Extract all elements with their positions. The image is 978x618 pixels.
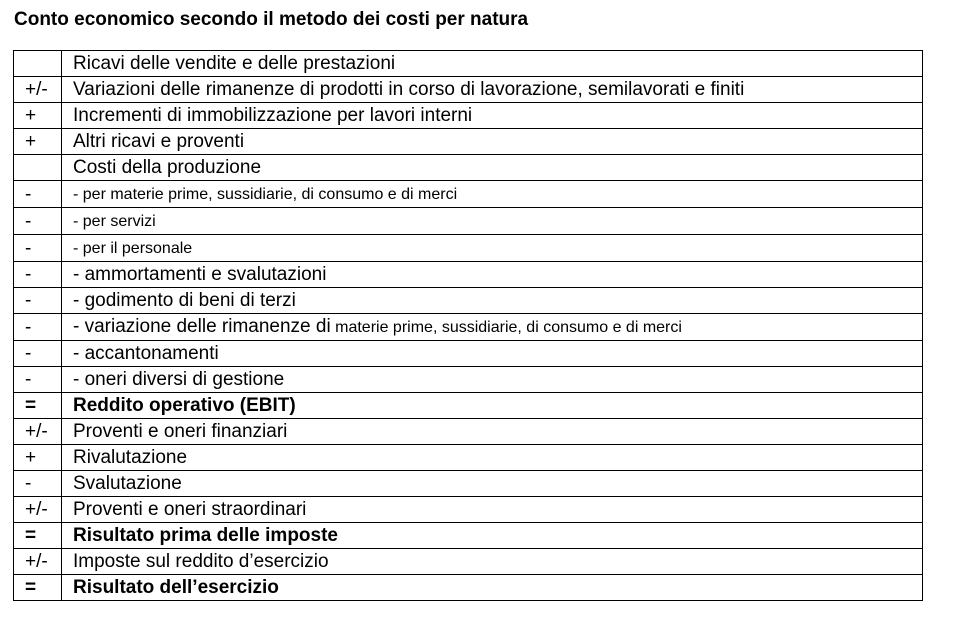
- row-label-text: - variazione delle rimanenze di: [73, 316, 331, 337]
- row-sign: -: [14, 262, 62, 288]
- row-label: [62, 471, 923, 497]
- row-label: [62, 445, 923, 471]
- row-label-text: Rivalutazione: [73, 447, 188, 468]
- row-label-text: Proventi e oneri finanziari: [73, 421, 288, 442]
- row-label-text: Proventi e oneri straordinari: [73, 499, 307, 520]
- row-sign: +/-: [14, 549, 62, 575]
- row-label: [62, 77, 923, 103]
- table-row: [14, 314, 923, 341]
- row-label-text: Costi della produzione: [73, 157, 262, 178]
- row-sign: -: [14, 341, 62, 367]
- row-label-text: Incrementi di immobilizzazione per lavori interni: [73, 105, 473, 126]
- row-sign: +: [14, 445, 62, 471]
- row-label-text: - ammortamenti e svalutazioni: [73, 264, 327, 285]
- row-sign: -: [14, 471, 62, 497]
- table-row: [14, 367, 923, 393]
- income-statement-table: [13, 50, 923, 601]
- row-label: [62, 314, 923, 341]
- table-row: [14, 288, 923, 314]
- row-label: [62, 393, 923, 419]
- row-label-small-text: - per servizi: [73, 213, 156, 230]
- row-label: [62, 129, 923, 155]
- table-row: [14, 235, 923, 262]
- row-label-text: Risultato prima delle imposte: [73, 525, 338, 546]
- table-row: [14, 523, 923, 549]
- row-label: [62, 523, 923, 549]
- row-sign: =: [14, 523, 62, 549]
- row-label-text: Reddito operativo (EBIT): [73, 395, 296, 416]
- row-label: [62, 497, 923, 523]
- row-label: [62, 341, 923, 367]
- row-label-text: Ricavi delle vendite e delle prestazioni: [73, 53, 396, 74]
- row-sign: [14, 155, 62, 181]
- row-label: [62, 419, 923, 445]
- row-label-text: Imposte sul reddito d’esercizio: [73, 551, 329, 572]
- document-title: Conto economico secondo il metodo dei costi per natura: [14, 9, 529, 30]
- table-row: [14, 393, 923, 419]
- row-label-text: - accantonamenti: [73, 343, 219, 364]
- row-sign: +: [14, 103, 62, 129]
- row-label-text: Svalutazione: [73, 473, 182, 494]
- table-row: [14, 103, 923, 129]
- row-sign: -: [14, 367, 62, 393]
- table-row: [14, 549, 923, 575]
- table-row: [14, 419, 923, 445]
- table-row: [14, 471, 923, 497]
- row-sign: +/-: [14, 419, 62, 445]
- row-sign: -: [14, 181, 62, 208]
- table-row: [14, 51, 923, 77]
- row-label-small-text: - per materie prime, sussidiarie, di consumo e di merci: [73, 186, 458, 203]
- table-row: [14, 497, 923, 523]
- row-label-text: Altri ricavi e proventi: [73, 131, 245, 152]
- table-row: [14, 181, 923, 208]
- row-label-small-text: - per il personale: [73, 240, 193, 257]
- row-label: [62, 181, 923, 208]
- table-row: [14, 262, 923, 288]
- row-sign: +/-: [14, 77, 62, 103]
- row-sign: [14, 51, 62, 77]
- row-label: [62, 51, 923, 77]
- row-label: [62, 208, 923, 235]
- row-sign: -: [14, 288, 62, 314]
- table-row: [14, 341, 923, 367]
- row-label: [62, 288, 923, 314]
- income-statement-body: [14, 51, 923, 601]
- row-label-text: - godimento di beni di terzi: [73, 290, 296, 311]
- row-label-small-text: materie prime, sussidiarie, di consumo e di merci: [330, 319, 682, 336]
- row-sign: =: [14, 575, 62, 601]
- table-row: [14, 155, 923, 181]
- row-label: [62, 262, 923, 288]
- row-sign: -: [14, 208, 62, 235]
- row-label: [62, 575, 923, 601]
- table-row: [14, 77, 923, 103]
- row-label: [62, 367, 923, 393]
- row-label-text: - oneri diversi di gestione: [73, 369, 285, 390]
- table-row: [14, 575, 923, 601]
- row-label-text: Variazioni delle rimanenze di prodotti in corso di lavorazione, semilavorati e finiti: [73, 79, 745, 100]
- table-row: [14, 445, 923, 471]
- row-label: [62, 155, 923, 181]
- table-row: [14, 129, 923, 155]
- row-sign: +: [14, 129, 62, 155]
- row-label: [62, 549, 923, 575]
- row-label: [62, 103, 923, 129]
- row-sign: -: [14, 314, 62, 341]
- row-sign: =: [14, 393, 62, 419]
- table-row: [14, 208, 923, 235]
- row-sign: -: [14, 235, 62, 262]
- row-label: [62, 235, 923, 262]
- row-label-text: Risultato dell’esercizio: [73, 577, 279, 598]
- row-sign: +/-: [14, 497, 62, 523]
